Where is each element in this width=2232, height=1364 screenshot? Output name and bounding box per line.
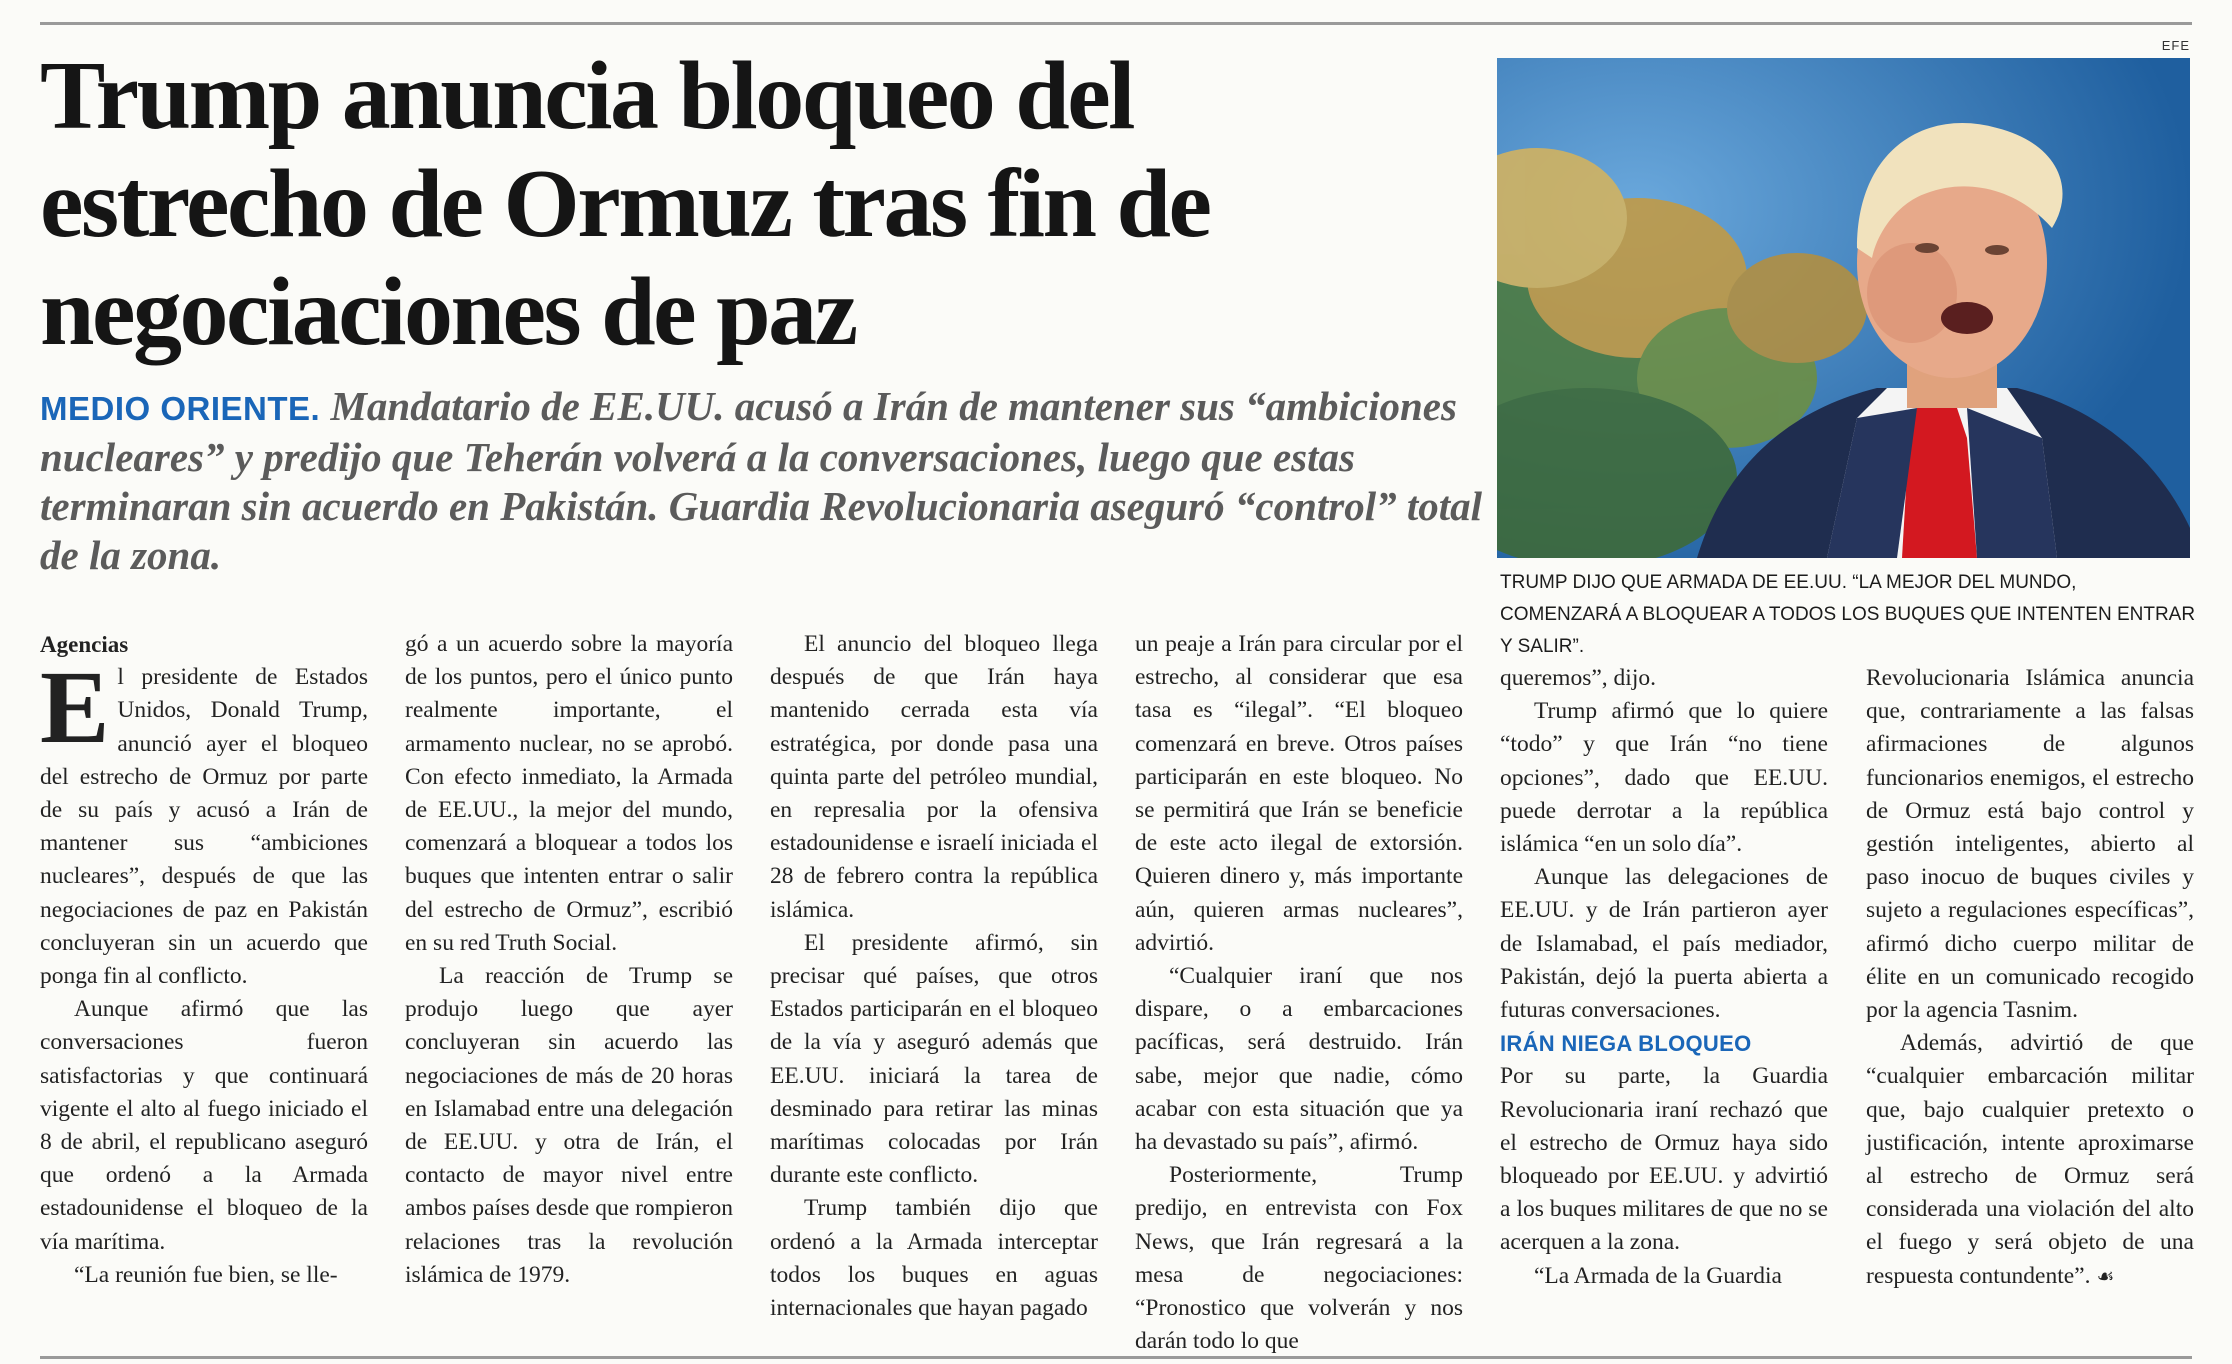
paragraph: Posteriormente, Trump predijo, en entrevista con Fox News, que Irán regresará a la mesa de negociaciones: “Pronostico que volverán y nos darán todo lo que xyxy=(1135,1162,1463,1355)
article-column-2 xyxy=(405,628,733,1292)
top-rule xyxy=(40,22,2192,25)
deck-text: Mandatario de EE.UU. acusó a Irán de mantener sus “ambiciones nucleares” y predijo que Teherán volverá a la conversaciones, luego que estas terminaran sin acuerdo en Pakistán. Guardia Revolucionaria aseguró “control” total de la zona. xyxy=(40,383,1483,578)
paragraph: El anuncio del bloqueo llega después de que Irán haya mantenido cerrada esta vía estratégica, por donde pasa una quinta parte del petróleo mundial, en represalia por la ofensiva estadounidense e israelí iniciada el 28 de febrero contra la república islámica. xyxy=(770,631,1098,923)
article-column-5 xyxy=(1500,662,1828,1293)
end-mark-icon: ☙ xyxy=(2096,1263,2115,1288)
paragraph: Además, advirtió de que “cualquier embarcación militar que, bajo cualquier pretexto o justificación, intente aproximarse al estrecho de Ormuz será considerada una violación del alto el fuego y será objeto de una respuesta contundente”. ☙ xyxy=(1866,1030,2194,1289)
paragraph: Por su parte, la Guardia Revolucionaria iraní rechazó que el estrecho de Ormuz haya sido bloqueado por EE.UU. y advirtió a los buques militares de que no se acerquen a la zona. xyxy=(1500,1063,1828,1256)
article-column-3 xyxy=(770,628,1098,1325)
paragraph: “Cualquier iraní que nos dispare, o a embarcaciones pacíficas, será destruido. Irán sabe, mejor que nadie, cómo acabar con esta situación que ya ha devastado su país”, afirmó. xyxy=(1135,963,1463,1156)
paragraph: un peaje a Irán para circular por el estrecho, al considerar que esa tasa es “ilegal”. “El bloqueo comenzará en breve. Otros países participarán en este bloqueo. No se permitirá que Irán se beneficie de este acto ilegal de extorsión. Quieren dinero y, más importante aún, quieren armas nucleares”, advirtió. xyxy=(1135,631,1463,956)
paragraph: Trump también dijo que ordenó a la Armada interceptar todos los buques en aguas internacionales que hayan pagado xyxy=(770,1195,1098,1322)
paragraph: Aunque las delegaciones de EE.UU. y de Irán partieron ayer de Islamabad, el país mediador, Pakistán, dejó la puerta abierta a futuras conversaciones. xyxy=(1500,864,1828,1024)
trump-photo xyxy=(1497,58,2190,558)
photo-caption: TRUMP DIJO QUE ARMADA DE EE.UU. “LA MEJOR DEL MUNDO, COMENZARÁ A BLOQUEAR A TODOS LOS BUQUES QUE INTENTEN ENTRAR Y SALIR”. xyxy=(1500,572,2196,657)
paragraph: “La reunión fue bien, se lle- xyxy=(74,1261,338,1288)
paragraph: gó a un acuerdo sobre la mayoría de los puntos, pero el único punto realmente importante, el armamento nuclear, no se aprobó. Con efecto inmediato, la Armada de EE.UU., la mejor del mundo, comenzará a bloquear a todos los buques que intenten entrar o salir del estrecho de Ormuz”, escribió en su red Truth Social. xyxy=(405,631,733,956)
article-column-6 xyxy=(1866,662,2194,1293)
paragraph: La reacción de Trump se produjo luego que ayer concluyeran sin acuerdo las negociaciones de más de 20 horas en Islamabad entre una delegación de EE.UU. y otra de Irán, el contacto de mayor nivel entre ambos países desde que rompieron relaciones tras la revolución islámica de 1979. xyxy=(405,963,733,1288)
paragraph: Aunque afirmó que las conversaciones fueron satisfactorias y que continuará vigente el alto al fuego iniciado el 8 de abril, el republicano aseguró que ordenó a la Armada estadounidense el bloqueo de la vía marítima. xyxy=(40,996,368,1255)
article-column-1 xyxy=(40,628,368,1292)
drop-cap: E xyxy=(40,650,110,766)
article-column-4 xyxy=(1135,628,1463,1358)
paragraph: “La Armada de la Guardia xyxy=(1534,1262,1782,1289)
trump-illustration xyxy=(1497,58,2190,558)
headline: Trump anuncia bloqueo del estrecho de Ormuz tras fin de negociaciones de paz xyxy=(40,42,1210,366)
section-subhead: IRÁN NIEGA BLOQUEO xyxy=(1500,1031,1752,1057)
bottom-rule xyxy=(40,1356,2192,1359)
paragraph: Trump afirmó que lo quiere “todo” y que Irán “no tiene opciones”, dado que EE.UU. puede derrotar a la república islámica “en un solo día”. xyxy=(1500,698,1828,858)
paragraph: El presidente afirmó, sin precisar qué países, que otros Estados participarán en el bloqueo de la vía y aseguró además que EE.UU. iniciará la tarea de desminado para retirar las minas marítimas colocadas por Irán durante este conflicto. xyxy=(770,929,1098,1189)
paragraph: Revolucionaria Islámica anuncia que, contrariamente a las falsas afirmaciones de algunos funcionarios enemigos, el estrecho de Ormuz está bajo control y gestión inteligentes, abierto al paso inocuo de buques civiles y sujeto a regulaciones específicas”, afirmó dicho cuerpo militar de élite en un comunicado recogido por la agencia Tasnim. xyxy=(1866,665,2194,1024)
paragraph: El presidente de Estados Unidos, Donald Trump, anunció ayer el bloqueo del estrecho de Ormuz por parte de su país y acusó a Irán de mantener sus “ambiciones nucleares”, después de que las negociaciones de paz en Pakistán concluyeran sin un acuerdo que ponga fin al conflicto. xyxy=(40,650,368,990)
section-label: MEDIO ORIENTE. xyxy=(40,390,321,427)
byline: Agencias xyxy=(40,632,129,657)
deck xyxy=(40,382,1490,580)
photo-credit: EFE xyxy=(2161,38,2190,53)
paragraph: queremos”, dijo. xyxy=(1500,665,1656,691)
